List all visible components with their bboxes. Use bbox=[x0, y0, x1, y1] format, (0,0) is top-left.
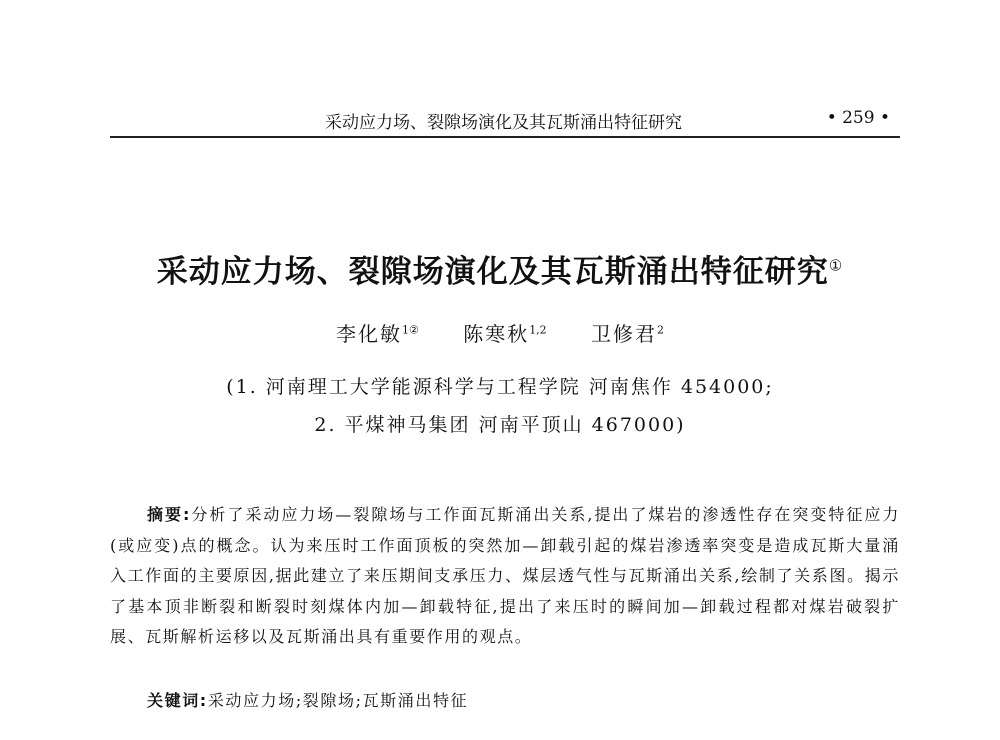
affiliation-line-1: (1. 河南理工大学能源科学与工程学院 河南焦作 454000; bbox=[226, 376, 774, 398]
abstract bbox=[110, 500, 900, 653]
running-title: 采动应力场、裂隙场演化及其瓦斯涌出特征研究 bbox=[325, 113, 682, 133]
keywords-text: 采动应力场;裂隙场;瓦斯涌出特征 bbox=[207, 691, 469, 710]
author-list bbox=[0, 318, 1000, 347]
abstract-label: 摘要: bbox=[147, 505, 191, 524]
author-name: 陈寒秋 bbox=[463, 322, 530, 346]
title-footnote-mark: ① bbox=[828, 256, 844, 275]
author bbox=[591, 322, 664, 346]
keywords-label: 关键词: bbox=[147, 691, 208, 710]
author bbox=[336, 322, 419, 346]
author-affiliation-mark: 1② bbox=[401, 323, 419, 337]
author-name: 李化敏 bbox=[335, 322, 402, 346]
keywords bbox=[147, 688, 468, 711]
author bbox=[463, 322, 547, 346]
author-name: 卫修君 bbox=[591, 322, 658, 346]
paper-title-text: 采动应力场、裂隙场演化及其瓦斯涌出特征研究 bbox=[156, 254, 829, 290]
running-header bbox=[110, 100, 900, 138]
affiliation-line-2: 2. 平煤神马集团 河南平顶山 467000) bbox=[314, 414, 686, 436]
author-affiliation-mark: 2 bbox=[657, 323, 665, 337]
paper-title bbox=[0, 246, 1000, 291]
author-affiliation-mark: 1,2 bbox=[529, 323, 547, 337]
page-number: • 259 • bbox=[826, 108, 890, 128]
abstract-text: 分析了采动应力场—裂隙场与工作面瓦斯涌出关系,提出了煤岩的渗透性存在突变特征应力(或应变)点的概念。认为来压时工作面顶板的突然加—卸载引起的煤岩渗透率突变是造成瓦斯大量涌入工作面的主要原因,据此建立了来压期间支承压力、煤层透气性与瓦斯涌出关系,绘制了关系图。揭示了基本顶非断裂和断裂时刻煤体内加—卸载特征,提出了来压时的瞬间加—卸载过程都对煤岩破裂扩展、瓦斯解析运移以及瓦斯涌出具有重要作用的观点。 bbox=[110, 505, 900, 646]
